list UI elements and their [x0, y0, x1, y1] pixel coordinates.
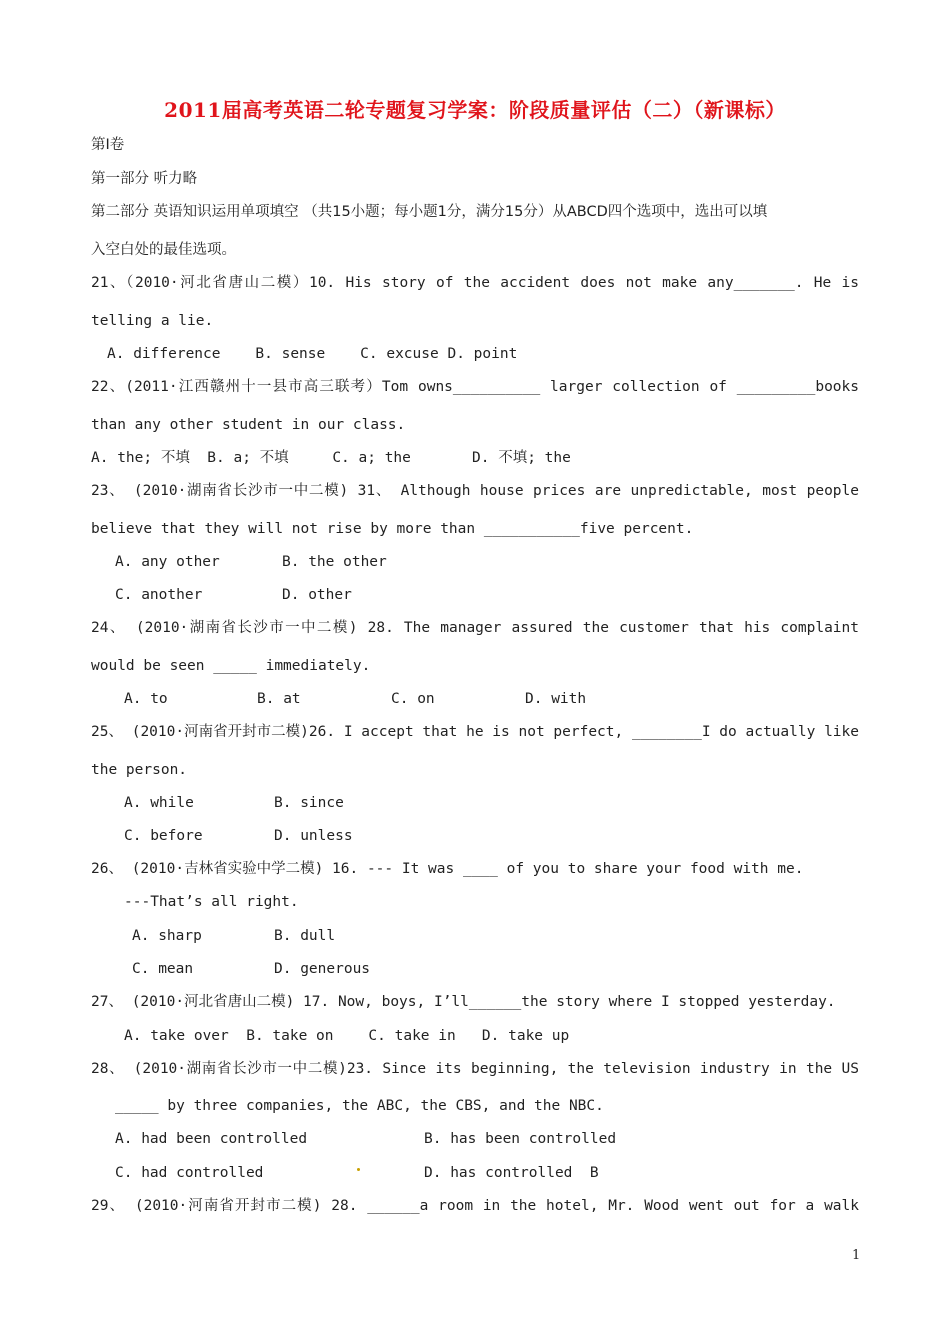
question-28-stem: 28、 (2010·湖南省长沙市一中二模)23. Since its beginning, the television industry in the US — [91, 1061, 859, 1077]
question-27-stem: 27、 (2010·河北省唐山二模) 17. Now, boys, I’ll______the story where I stopped yesterday. — [91, 994, 836, 1010]
question-25-option-d: D. unless — [274, 828, 353, 844]
question-22-stem: 22、(2011·江西赣州十一县市高三联考）Tom owns__________ larger collection of _________books — [91, 379, 859, 395]
question-22-options: A. the; 不填 B. a; 不填 C. a; the D. 不填; the — [91, 450, 571, 466]
question-24-option-c: C. on — [391, 691, 435, 707]
question-27-options: A. take over B. take on C. take in D. take up — [124, 1028, 570, 1044]
question-26-option-a: A. sharp — [132, 928, 202, 944]
question-22-stem-cont: than any other student in our class. — [91, 417, 406, 433]
question-25-option-b: B. since — [274, 795, 344, 811]
question-25-option-a: A. while — [124, 795, 194, 811]
part1-heading: 第一部分 听力略 — [91, 171, 198, 187]
question-21-options: A. difference B. sense C. excuse D. point — [107, 346, 518, 362]
question-24-stem: 24、 (2010·湖南省长沙市一中二模) 28. The manager assured the customer that his complaint — [91, 620, 859, 636]
page-number: 1 — [852, 1248, 861, 1263]
question-23-stem-cont: believe that they will not rise by more than ___________five percent. — [91, 521, 694, 537]
question-28-option-b: B. has been controlled — [424, 1131, 617, 1147]
question-24-stem-cont: would be seen _____ immediately. — [91, 658, 371, 674]
question-28-option-d: D. has controlled B — [424, 1165, 599, 1181]
question-25-stem: 25、 (2010·河南省开封市二模)26. I accept that he is not perfect, ________I do actually like — [91, 724, 859, 740]
question-25-stem-cont: the person. — [91, 762, 188, 778]
question-28-stem-cont: _____ by three companies, the ABC, the CBS, and the NBC. — [115, 1098, 604, 1114]
question-21-stem-cont: telling a lie. — [91, 313, 214, 329]
question-28-option-a: A. had been controlled — [115, 1131, 308, 1147]
stray-mark — [357, 1168, 360, 1171]
part2-instructions-line1: 第二部分 英语知识运用单项填空 （共15小题；每小题1分，满分15分）从ABCD四个选项中，选出可以填 — [91, 204, 768, 220]
question-23-option-b: B. the other — [282, 554, 387, 570]
question-28-option-c: C. had controlled — [115, 1165, 264, 1181]
question-24-option-b: B. at — [257, 691, 301, 707]
question-23-option-d: D. other — [282, 587, 352, 603]
question-23-option-c: C. another — [115, 587, 203, 603]
document-title: 2011届高考英语二轮专题复习学案：阶段质量评估（二）（新课标） — [164, 98, 786, 122]
question-24-option-d: D. with — [525, 691, 587, 707]
question-26-stem-cont: ---That’s all right. — [124, 894, 299, 910]
question-23-option-a: A. any other — [115, 554, 220, 570]
question-29-stem: 29、 (2010·河南省开封市二模) 28. ______a room in the hotel, Mr. Wood went out for a walk — [91, 1198, 859, 1214]
question-26-option-c: C. mean — [132, 961, 194, 977]
question-24-option-a: A. to — [124, 691, 168, 707]
question-26-option-b: B. dull — [274, 928, 336, 944]
question-23-stem: 23、 (2010·湖南省长沙市一中二模) 31、 Although house prices are unpredictable, most people — [91, 483, 859, 499]
part2-instructions-line2: 入空白处的最佳选项。 — [91, 242, 236, 258]
question-25-option-c: C. before — [124, 828, 203, 844]
question-26-option-d: D. generous — [274, 961, 371, 977]
section-heading: 第I卷 — [91, 137, 125, 153]
question-26-stem: 26、 (2010·吉林省实验中学二模) 16. --- It was ____ of you to share your food with me. — [91, 861, 804, 877]
question-21-stem: 21、（2010·河北省唐山二模）10. His story of the accident does not make any_______. He is — [91, 275, 859, 291]
